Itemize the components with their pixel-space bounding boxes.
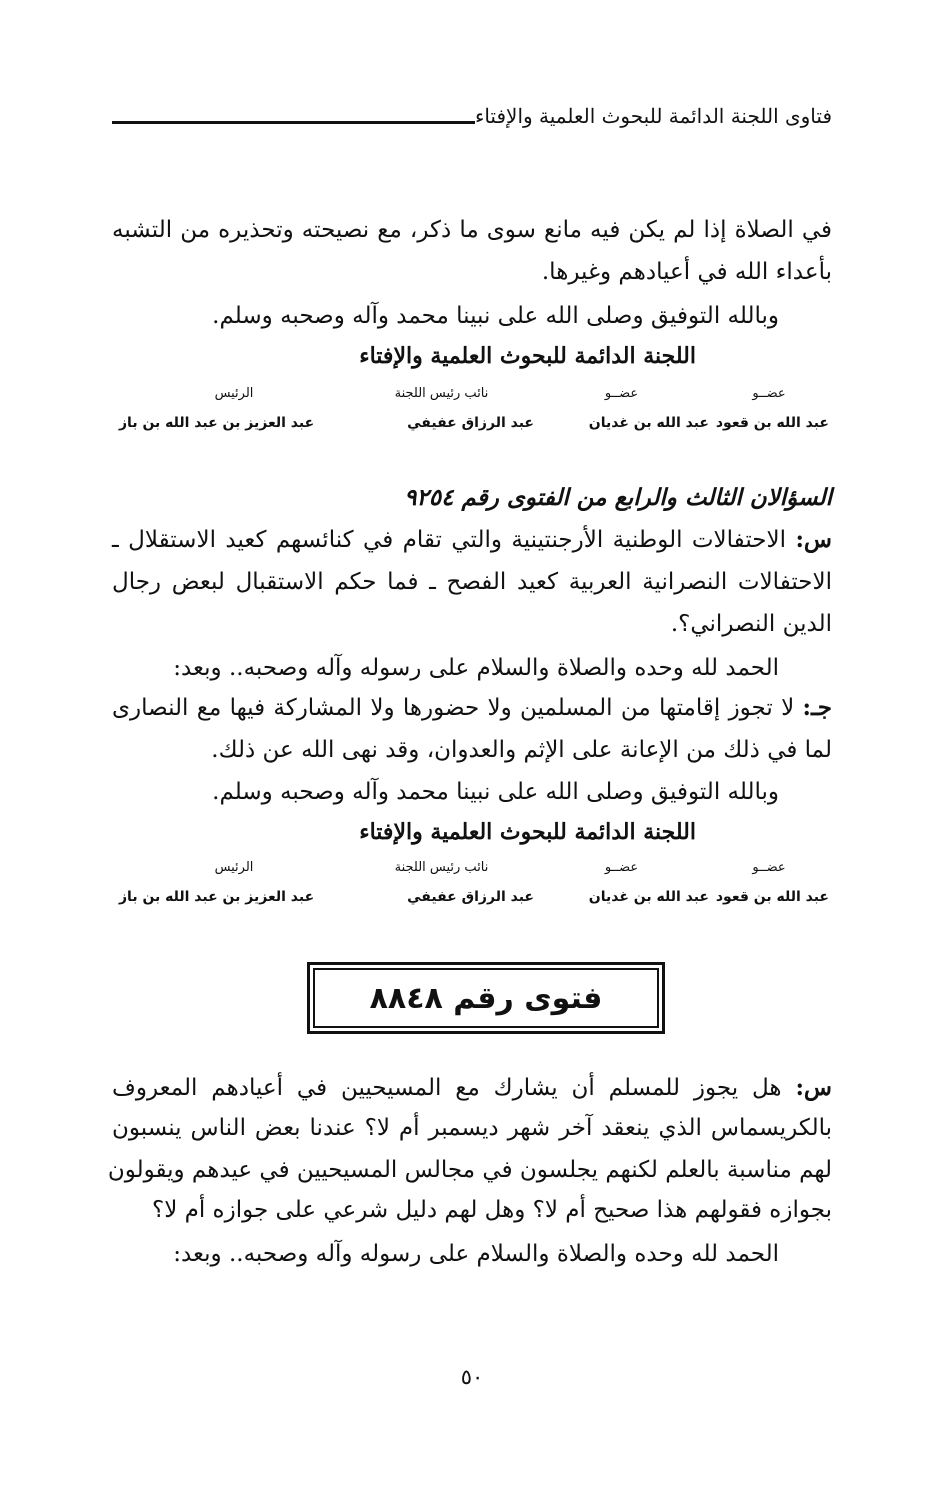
header-rule (112, 121, 475, 124)
body-line: في الصلاة إذا لم يكن فيه مانع سوى ما ذكر، مع نصيحته وتحذيره من التشبه (112, 217, 832, 243)
committee-heading: اللجنة الدائمة للبحوث العلمية والإفتاء (359, 819, 696, 845)
running-header-title: فتاوى اللجنة الدائمة للبحوث العلمية والإفتاء (474, 104, 832, 128)
signature-name: عبد العزيز بن عبد الله بن باز (119, 415, 315, 431)
signature-name: عبد الله بن قعود (715, 889, 829, 905)
signature-name: عبد العزيز بن عبد الله بن باز (119, 889, 315, 905)
question-line (112, 520, 832, 560)
question-line: بجوازه فقولهم هذا صحيح أم لا؟ وهل لهم دليل شرعي على جوازه أم لا؟ (151, 1197, 832, 1223)
praise-line: الحمد لله وحده والصلاة والسلام على رسوله وآله وصحبه.. وبعد: (173, 1241, 779, 1267)
question-line: الدين النصراني؟. (670, 611, 832, 637)
fatwa-number-box: فتوى رقم ٨٨٤٨ (307, 962, 665, 1034)
answer-label: جـ: (802, 694, 832, 721)
closing-line: وبالله التوفيق وصلى الله على نبينا محمد وآله وصحبه وسلم. (212, 779, 779, 805)
question-line: بالكريسماس الذي ينعقد آخر شهر ديسمبر أم لا؟ عندنا بعض الناس ينسبون (112, 1115, 832, 1141)
signature-block (119, 378, 829, 438)
running-header (112, 86, 832, 126)
question-label: س: (795, 1074, 833, 1101)
body-line: بأعداء الله في أعيادهم وغيرها. (541, 259, 832, 285)
signature-title: نائب رئيس اللجنة (394, 859, 489, 875)
signature-title: عضــو (752, 859, 786, 875)
signature-name: عبد الله بن غديان (588, 415, 709, 431)
answer-text: لا تجوز إقامتها من المسلمين ولا حضورها ولا المشاركة فيها مع النصارى (112, 695, 795, 721)
answer-line (112, 688, 832, 728)
question-label: س: (795, 526, 833, 553)
question-line: لهم مناسبة بالعلم لكنهم يجلسون في مجالس المسيحيين في عيدهم ويقولون (107, 1157, 832, 1183)
question-text: هل يجوز للمسلم أن يشارك مع المسيحيين في أعيادهم المعروف (112, 1075, 782, 1101)
signature-block (119, 852, 829, 912)
signature-names (119, 408, 829, 438)
closing-line: وبالله التوفيق وصلى الله على نبينا محمد وآله وصحبه وسلم. (212, 303, 779, 329)
signature-name: عبد الرزاق عفيفي (407, 889, 534, 905)
signature-name: عبد الله بن قعود (715, 415, 829, 431)
signature-titles (119, 852, 829, 882)
page-number: ٥٠ (460, 1365, 484, 1389)
signature-title: عضــو (752, 385, 786, 401)
signature-title: نائب رئيس اللجنة (394, 385, 489, 401)
question-text: الاحتفالات الوطنية الأرجنتينية والتي تقام في كنائسهم كعيد الاستقلال ـ (112, 527, 786, 553)
signature-name: عبد الرزاق عفيفي (407, 415, 534, 431)
section-title: السؤالان الثالث والرابع من الفتوى رقم ٩٢٥٤ (404, 484, 832, 511)
signature-title: عضــو (604, 385, 639, 401)
committee-heading: اللجنة الدائمة للبحوث العلمية والإفتاء (359, 343, 696, 369)
signature-names (119, 882, 829, 912)
question-line: الاحتفالات النصرانية العربية كعيد الفصح ـ فما حكم الاستقبال لبعض رجال (112, 569, 832, 595)
question-line (112, 1068, 832, 1108)
praise-line: الحمد لله وحده والصلاة والسلام على رسوله وآله وصحبه.. وبعد: (173, 655, 779, 681)
signature-title: الرئيس (214, 385, 254, 401)
signature-name: عبد الله بن غديان (588, 889, 709, 905)
signature-titles (119, 378, 829, 408)
signature-title: عضــو (604, 859, 639, 875)
answer-line: لما في ذلك من الإعانة على الإثم والعدوان، وقد نهى الله عن ذلك. (211, 737, 832, 763)
signature-title: الرئيس (214, 859, 254, 875)
